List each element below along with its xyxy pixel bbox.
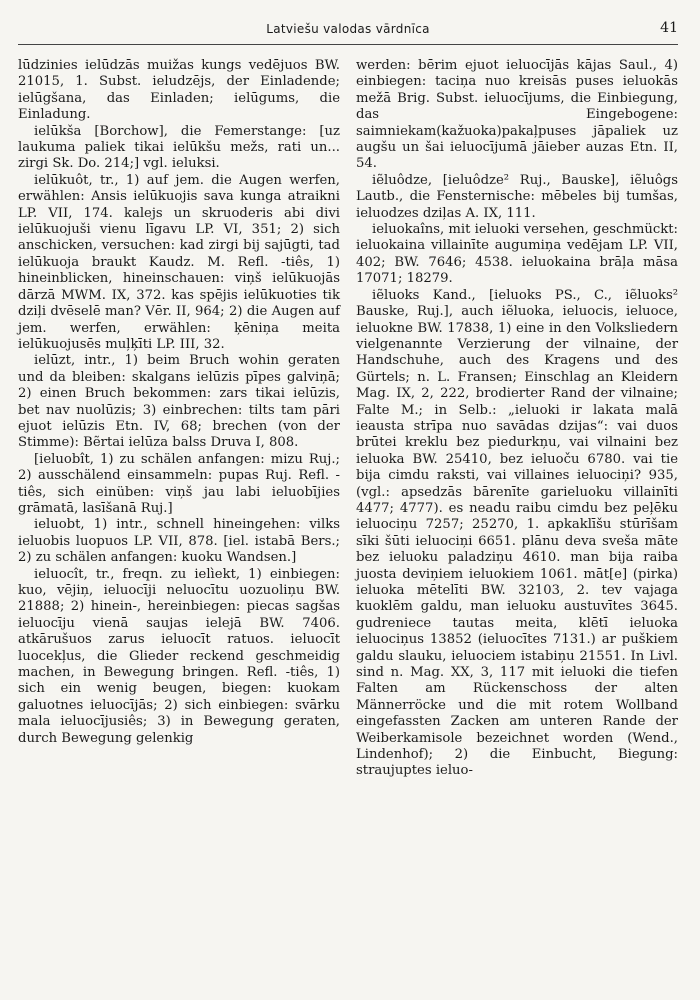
entry-paragraph: ielūzt, intr., 1) beim Bruch wohin geraten und da bleiben: skalgans ielūzis pīpes galviņā; 2) einen Bruch bekommen: zars tikai ielūzis, bet nav nuolūzis; 3) einbrechen: tilts tam pāri ejuot ielūzis Etn. IV, 68; brechen (von der Stimme): Bẽrtai ielūza balss Druva I, 808. xyxy=(18,353,340,451)
entry-paragraph: ieluobt, 1) intr., schnell hineingehen: vilks ieluobis luopuos LP. VII, 878. [iel. istabā Bers.; 2) zu schälen anfangen: kuoku Wandsen.] xyxy=(18,517,340,566)
entry-paragraph: [ieluobît, 1) zu schälen anfangen: mizu Ruj.; 2) ausschälend einsammeln: pupas Ruj. Refl. -tiês, sich einüben: viņš jau labi ieluobījies grāmatā, lasīšanā Ruj.] xyxy=(18,451,340,516)
right-column xyxy=(356,58,678,988)
entry-paragraph: ielūkuôt, tr., 1) auf jem. die Augen werfen, erwählen: Ansis ielūkuojis sava kunga atraikni LP. VII, 174. kalejs un skruoderis abi divi ielūkuojuši vienu līgavu LP. VI, 351; 2) sich anschicken, versuchen: kad zirgi bij sajūgti, tad ielūkuoja braukt Kaudz. M. Refl. -tiês, 1) hineinblicken, hineinschauen: viņš ielūkuojās dārzā MWM. IX, 372. kas spējis ielūkuoties tik dziļi dvēselē man? Vēr. II, 964; 2) die Augen auf jem. werfen, erwählen: ķēniņa meita ielūkuojusēs muļķīti LP. III, 32. xyxy=(18,172,340,352)
entry-paragraph: ieluocît, tr., freqn. zu ielìekt, 1) einbiegen: kuo, vējiņ, ieluocīji neluocītu uozuoliņu BW. 21888; 2) hinein-, hereinbiegen: piecas sagšas ieluocīju vienā saujas ielejā BW. 7406. atkārušuos zarus ieluocīt ratuos. ieluocīt luocekļus, die Glieder reckend geschmeidig machen, in Bewegung bringen. Refl. -tiês, 1) sich ein wenig beugen, biegen: kuokam galuotnes ieluocījās; 2) sich einbiegen: svārku mala ieluocījusiês; 3) in Bewegung geraten, durch Bewegung gelenkig xyxy=(18,566,340,746)
entry-paragraph: iẽluôdze, [ieluôdze² Ruj., Bauske], iẽluôgs Lautb., die Fensternische: mēbeles bij tumšas, ieluodzes dziļas A. IX, 111. xyxy=(356,172,678,221)
entry-paragraph: ieluokaîns, mit ieluoki versehen, geschmückt: ieluokaina villainīte augumiņa vedējam LP. VII, 402; BW. 7646; 4538. ieluokaina brāļa māsa 17071; 18279. xyxy=(356,222,678,287)
left-column xyxy=(18,58,340,988)
page-header xyxy=(18,18,678,45)
running-title: Latviešu valodas vārdnīca xyxy=(266,22,430,36)
entry-paragraph: ielūkša [Borchow], die Femerstange: [uz laukuma paliek tikai ielūkšu mežs, rati un... zirgi Sk. Do. 214;] vgl. ieluksi. xyxy=(18,123,340,172)
entry-paragraph: iẽluoks Kand., [ieluoks PS., C., iẽluoks² Bauske, Ruj.], auch iẽluoka, ieluocis, ieluoce, ieluokne BW. 17838, 1) eine in den Volksliedern vielgenannte Verzierung der vilnaine, der Handschuhe, auch des Kragens und des Gürtels; n. L. Fransen; Einschlag an Kleidern Mag. IX, 2, 222, brodierter Rand der vilnaine; Falte M.; in Selb.: „ieluoki ir lakata malā ieausta strīpa nuo savādas dzijas“: vai duos brūtei kreklu bez piedurkņu, vai vilnaini bez ieluoka BW. 25410, bez ieluoču 6780. vai tie bija cimdu raksti, vai villaines ieluociņi? 935, (vgl.: apsedzās bārenīte garieluoku villainīti 4477; 4777). es neadu raibu cimdu bez peļēku ieluociņu 7257; 25270, 1. apkaklīšu stūrīšam sīki šūti ieluociņi 6651. plānu deva sveša māte bez ieluoku paladziņu 4610. man bija raiba juosta deviņiem ieluokiem 1061. māt[e] (pirka) ieluoka mētelīti BW. 32103, 2. tev vajaga kuoklēm galdu, man ieluoku austuvītes 3645. gudreniece tautas meita, klētī ieluoka ieluociņus 13852 (ieluocītes 7131.) ar puškiem galdu slauku, ieluociem istabiņu 21551. In Livl. sind n. Mag. XX, 3, 117 mit ieluoki die tiefen Falten am Rückenschoss der alten Männerröcke und die mit rotem Wollband eingefassten Zacken am unteren Rande der Weiberkamisole bezeichnet worden (Wend., Lindenhof); 2) die Einbucht, Biegung: straujuptes ieluo- xyxy=(356,287,678,779)
page-number: 41 xyxy=(660,20,678,36)
entry-paragraph: werden: bērim ejuot ieluocījās kājas Saul., 4) einbiegen: taciņa nuo kreisās puses ieluokās mežā Brig. Subst. ieluocījums, die Einbiegung, das Eingebogene: saimniekam(kažuoka)pakaļpuses jāpaliek uz augšu un šai ieluocījumā jāieber auzas Etn. II, 54. xyxy=(356,58,678,172)
entry-paragraph: lūdzinies ielūdzās muižas kungs vedējuos BW. 21015, 1. Subst. ieludzējs, der Einladende; ielūgšana, das Einladen; ielūgums, die Einladung. xyxy=(18,58,340,123)
text-columns xyxy=(18,58,678,988)
